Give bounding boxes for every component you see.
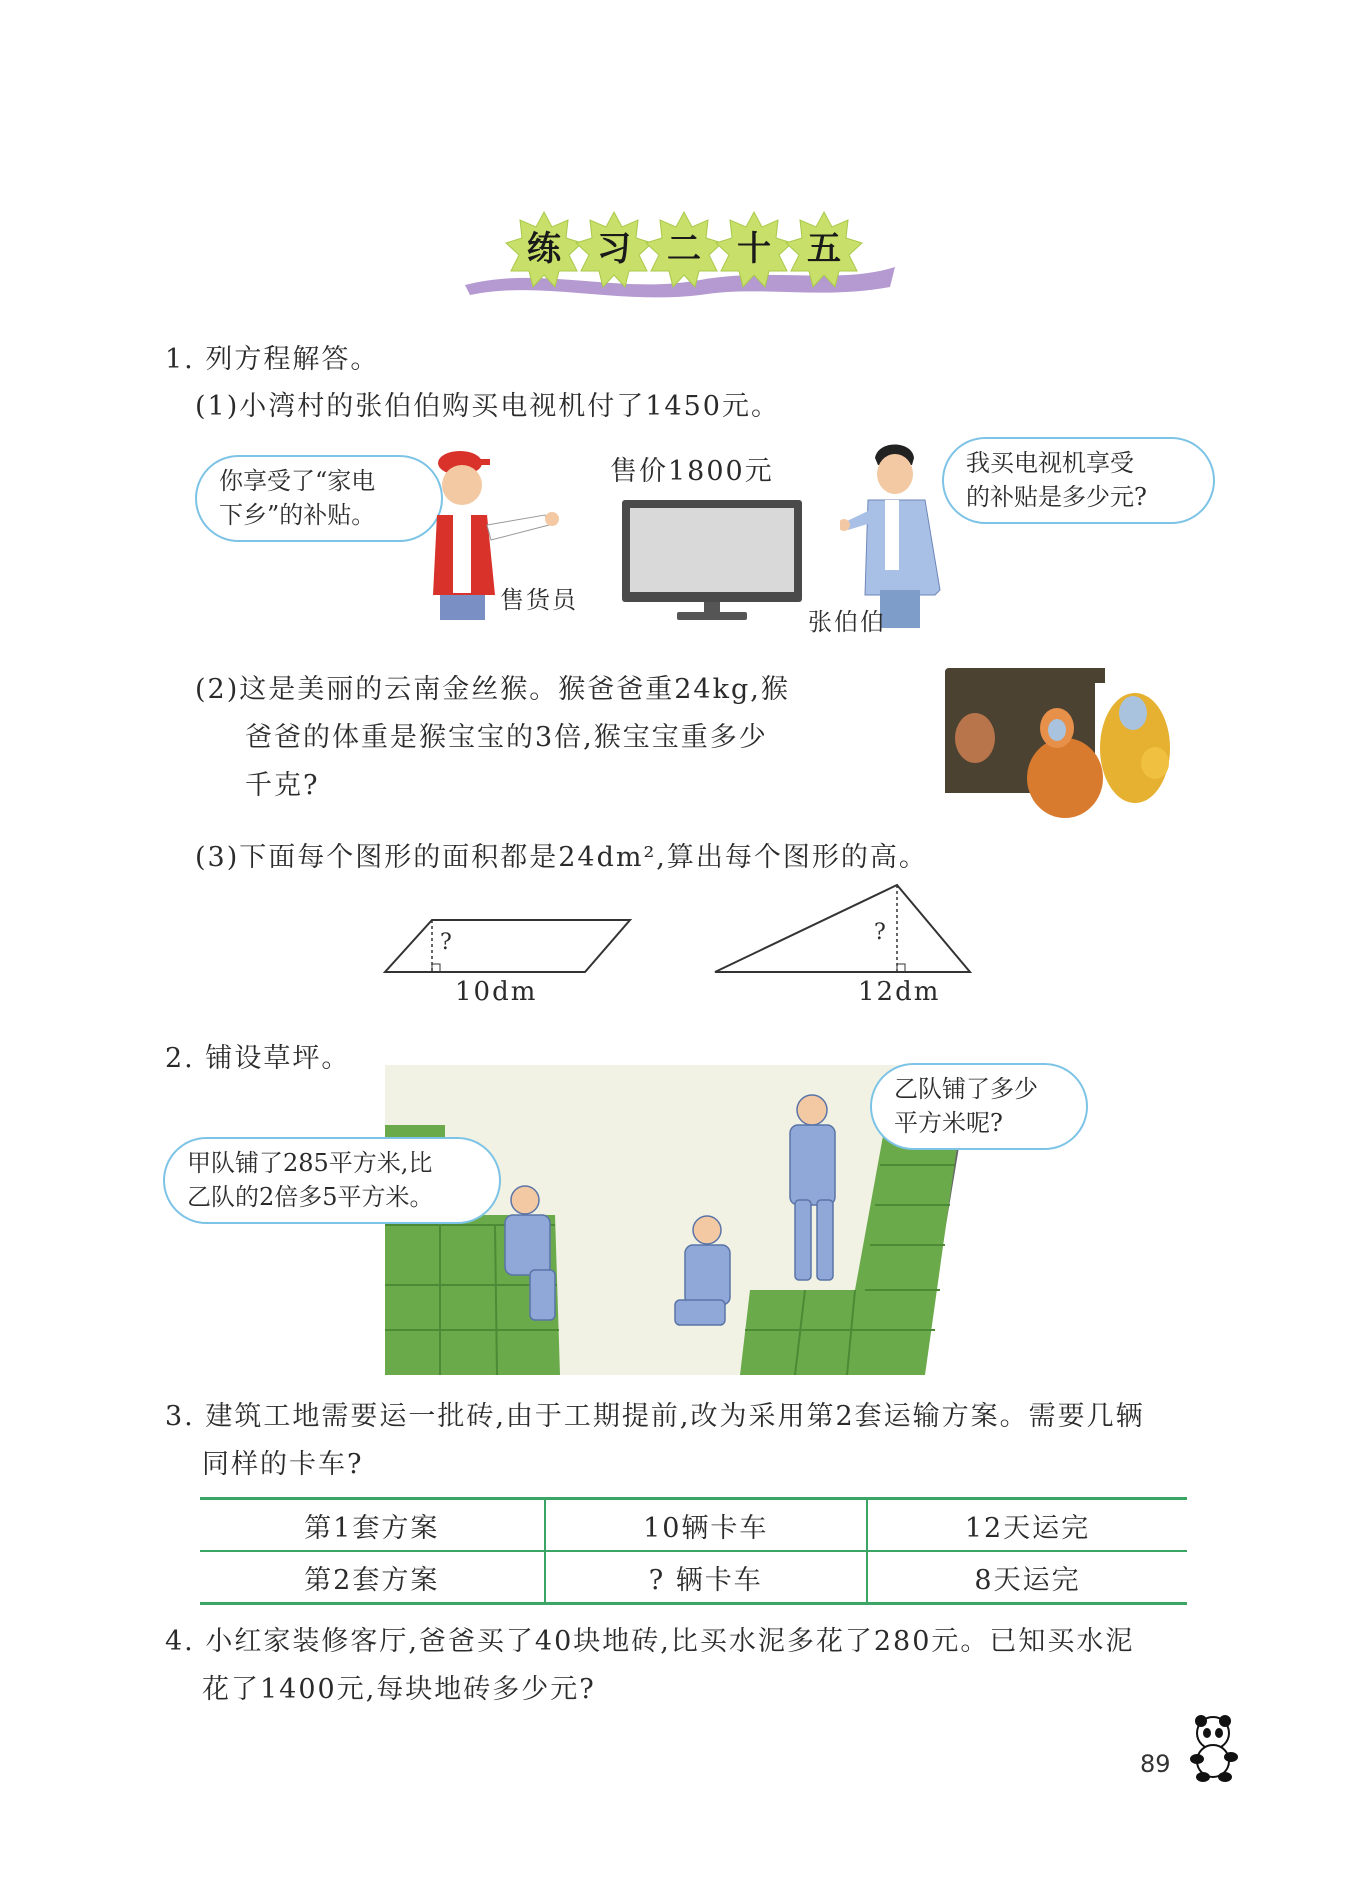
table-row bbox=[200, 1499, 1187, 1552]
title-char: 十 bbox=[737, 229, 771, 269]
bubble-line: 平方米呢? bbox=[894, 1108, 1003, 1137]
speech-bubble-seller bbox=[195, 455, 443, 542]
title-char: 二 bbox=[667, 229, 701, 269]
tv-price: 售价1800元 bbox=[610, 456, 774, 487]
parallelogram-base: 10dm bbox=[455, 977, 538, 1007]
q1-part1: (1)小湾村的张伯伯购买电视机付了1450元。 bbox=[195, 391, 780, 422]
speech-bubble-team-b bbox=[870, 1063, 1088, 1150]
q1-part3: (3)下面每个图形的面积都是24dm²,算出每个图形的高。 bbox=[195, 842, 928, 873]
title-star bbox=[785, 210, 863, 288]
q1-stem: 1. 列方程解答。 bbox=[165, 344, 380, 375]
q1-part2-line1: (2)这是美丽的云南金丝猴。猴爸爸重24kg,猴 bbox=[195, 674, 790, 705]
q4-stem-line2: 花了1400元,每块地砖多少元? bbox=[202, 1674, 596, 1705]
q3-stem-line2: 同样的卡车? bbox=[202, 1449, 364, 1480]
exercise-title bbox=[455, 195, 905, 315]
golden-monkey-photo bbox=[945, 668, 1175, 820]
bubble-line: 乙队铺了多少 bbox=[894, 1075, 1038, 1103]
triangle-figure bbox=[710, 880, 980, 975]
bubble-line: 甲队铺了285平方米,比 bbox=[187, 1149, 433, 1177]
label-seller: 售货员 bbox=[500, 586, 578, 614]
q1-part2-line3: 千克? bbox=[245, 770, 320, 801]
title-char: 习 bbox=[597, 229, 631, 269]
bubble-line: 的补贴是多少元? bbox=[966, 482, 1147, 511]
table-cell: 第2套方案 bbox=[200, 1551, 545, 1604]
q1-part2-line2: 爸爸的体重是猴宝宝的3倍,猴宝宝重多少 bbox=[245, 722, 768, 753]
page-number: 89 bbox=[1140, 1750, 1171, 1778]
q2-stem: 2. 铺设草坪。 bbox=[165, 1043, 351, 1074]
title-star bbox=[645, 210, 723, 288]
tv-illustration bbox=[622, 500, 802, 625]
q3-stem-line1: 3. 建筑工地需要运一批砖,由于工期提前,改为采用第2套运输方案。需要几辆 bbox=[165, 1401, 1145, 1432]
speech-bubble-uncle bbox=[942, 437, 1215, 524]
label-uncle: 张伯伯 bbox=[808, 608, 886, 636]
table-cell: 第1套方案 bbox=[200, 1499, 545, 1552]
transport-plan-table bbox=[200, 1497, 1187, 1605]
table-cell: 10辆卡车 bbox=[545, 1499, 867, 1552]
speech-bubble-team-a bbox=[163, 1137, 501, 1224]
bubble-line: 我买电视机享受 bbox=[966, 449, 1134, 477]
title-star bbox=[575, 210, 653, 288]
triangle-base: 12dm bbox=[858, 977, 941, 1007]
bubble-line: 下乡”的补贴。 bbox=[219, 500, 376, 529]
parallelogram-height-mark: ? bbox=[440, 930, 452, 955]
panda-icon bbox=[1183, 1713, 1243, 1783]
title-star bbox=[715, 210, 793, 288]
table-cell: 12天运完 bbox=[867, 1499, 1187, 1552]
triangle-height-mark: ? bbox=[874, 920, 886, 945]
title-char: 练 bbox=[527, 229, 561, 269]
table-cell: 8天运完 bbox=[867, 1551, 1187, 1604]
title-star bbox=[505, 210, 583, 288]
table-cell: ? 辆卡车 bbox=[545, 1551, 867, 1604]
table-row bbox=[200, 1551, 1187, 1604]
q4-stem-line1: 4. 小红家装修客厅,爸爸买了40块地砖,比买水泥多花了280元。已知买水泥 bbox=[165, 1626, 1135, 1657]
title-char: 五 bbox=[807, 229, 841, 269]
bubble-line: 你享受了“家电 bbox=[219, 467, 376, 495]
bubble-line: 乙队的2倍多5平方米。 bbox=[187, 1182, 434, 1211]
